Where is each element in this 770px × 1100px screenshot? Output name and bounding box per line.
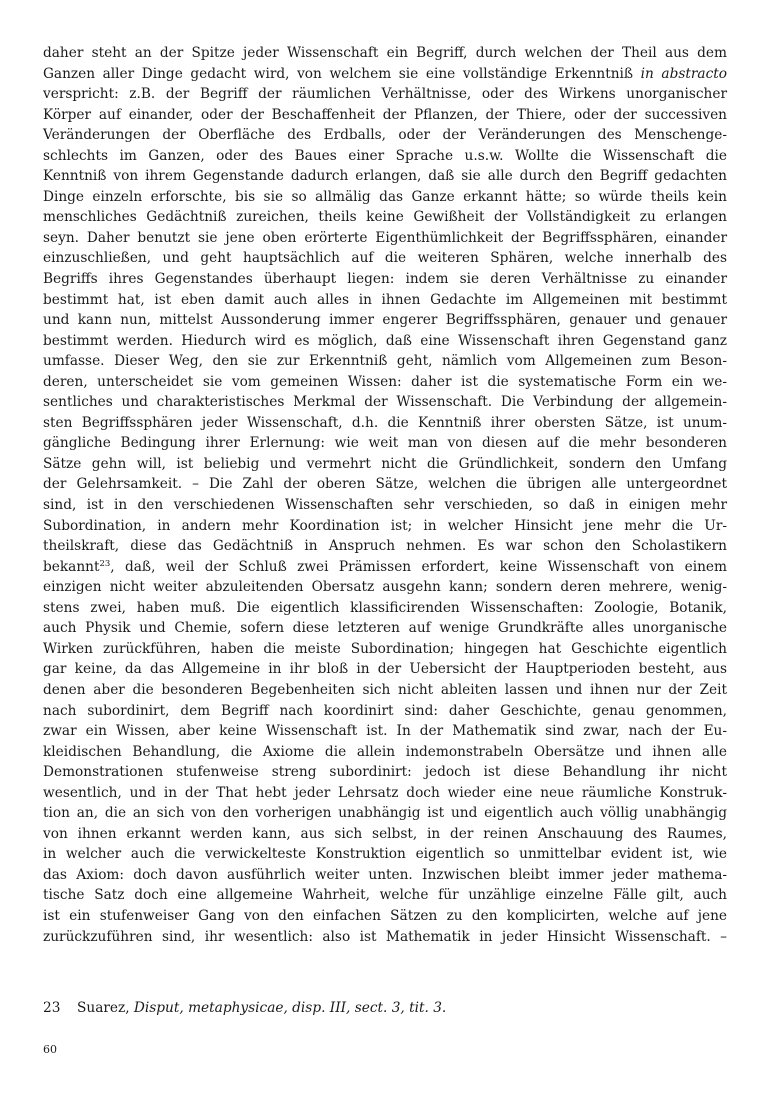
text-segment: daher steht an der Spitze jeder Wissenschaft ein Begriff, durch welchen der Theil aus dem: [43, 45, 727, 61]
text-line: [43, 536, 727, 557]
text-segment: gängliche Bedingung ihrer Erlernung: wie weit man von diesen auf die mehr besonderen: [43, 435, 727, 452]
text-line: [43, 824, 727, 845]
text-segment: gar keine, da das Allgemeine in ihr bloß in der Uebersicht der Hauptperioden besteht, aus: [43, 661, 727, 678]
text-segment: von ihnen erkannt werden kann, aus sich selbst, in der reinen Anschauung des Raumes,: [43, 825, 727, 842]
text-segment: Körper auf einander, oder der Beschaffenheit der Pflanzen, der Thiere, oder der successiven: [43, 106, 727, 123]
text-segment: nach subordinirt, dem Begriff nach koordinirt sind: daher Geschichte, genau genommen,: [43, 702, 727, 719]
footnote-reference: 23: [99, 558, 111, 569]
text-segment: einzuschließen, und geht hauptsächlich auf die weiteren Sphären, welche innerhalb des: [43, 250, 727, 267]
text-segment: Wirken zurückführen, haben die meiste Subordination; hingegen hat Geschichte eigentlich: [43, 640, 727, 657]
footnote: [43, 998, 727, 1018]
text-line: [43, 84, 727, 105]
text-line: [43, 865, 727, 886]
text-segment: ist ein stufenweiser Gang von den einfachen Sätzen zu den komplicirten, welche auf jene: [43, 907, 727, 924]
text-segment: theilskraft, diese das Gedächtniß in Anspruch nehmen. Es war schon den Scholastikern: [43, 538, 727, 555]
text-segment: denen aber die besonderen Begebenheiten sich nicht ableiten lassen und ihnen nur der Zeit: [43, 681, 727, 698]
text-line: [43, 166, 727, 187]
text-line: [43, 598, 727, 619]
text-line: [43, 803, 727, 824]
text-segment: Ganzen aller Dinge gedacht wird, von welchem sie eine vollständige Erkenntniß: [43, 65, 641, 82]
text-segment: bestimmt hat, ist eben damit auch alles in ihnen Gedachte im Allgemeinen mit bestimmt: [43, 291, 727, 308]
text-segment: verspricht: z.B. der Begriff der räumlichen Verhältnisse, oder des Wirkens unorganischer: [43, 86, 727, 103]
text-segment: sind, ist in den verschiedenen Wissenschaften sehr verschieden, so daß in einigen mehr: [43, 497, 727, 514]
text-segment: bestimmt werden. Hiedurch wird es möglich, daß eine Wissenschaft ihren Gegenstand ganz: [43, 332, 727, 349]
italic-phrase: in abstracto: [640, 65, 727, 82]
text-line: [43, 742, 727, 763]
text-segment: umfasse. Dieser Weg, den sie zur Erkenntniß geht, nämlich vom Allgemeinen zum Beson-: [43, 353, 727, 370]
text-line: [43, 844, 727, 865]
text-segment: in welcher auch die verwickelteste Konstruktion eigentlich so unmittelbar evident ist, wie: [43, 846, 727, 863]
text-line: [43, 906, 727, 927]
text-segment: bekannt: [43, 558, 100, 575]
text-segment: Begriffs ihres Gegenstandes überhaupt liegen: indem sie deren Verhältnisse zu einander: [43, 271, 727, 288]
text-line: [43, 762, 727, 783]
text-segment: Dinge einzeln erforschte, bis sie so allmälig das Ganze erkannt hätte; so würde theils kein: [43, 188, 727, 205]
text-line: [43, 269, 727, 290]
footnote-citation: Disput, metaphysicae, disp. III, sect. 3, tit. 3.: [133, 1000, 447, 1016]
text-line: [43, 310, 727, 331]
text-line: [43, 331, 727, 352]
text-segment: einzigen nicht weiter abzuleitenden Obersatz ausgehn kann; sondern deren mehrere, wenig-: [43, 579, 727, 596]
text-line: [43, 105, 727, 126]
text-line: [43, 228, 727, 249]
text-line: [43, 43, 727, 64]
text-line: [43, 454, 727, 475]
text-segment: , daß, weil der Schluß zwei Prämissen erfordert, keine Wissenschaft von einem: [110, 558, 727, 575]
text-line: [43, 721, 727, 742]
text-line: [43, 495, 727, 516]
text-line: [43, 557, 727, 578]
text-line: [43, 885, 727, 906]
footnote-number: 23: [43, 1000, 61, 1016]
text-line: [43, 577, 727, 598]
text-segment: das Axiom: doch davon ausführlich weiter unten. Inzwischen bleibt immer jeder mathema-: [43, 866, 727, 883]
text-segment: wesentlich, und in der That hebt jeder Lehrsatz doch wieder eine neue räumliche Konstruk-: [43, 784, 727, 801]
text-segment: Veränderungen der Oberfläche des Erdballs, oder der Veränderungen des Menschenge-: [43, 127, 727, 144]
text-segment: Kenntniß von ihrem Gegenstande dadurch erlangen, daß sie alle durch den Begriff gedachten: [43, 168, 727, 185]
text-segment: stens zwei, haben muß. Die eigentlich klassificirenden Wissenschaften: Zoologie, Botanik,: [43, 599, 727, 616]
page-number: 60: [43, 1043, 57, 1056]
text-line: [43, 659, 727, 680]
text-segment: Demonstrationen stufenweise streng subordinirt: jedoch ist diese Behandlung ihr nicht: [43, 764, 727, 781]
text-segment: kleidischen Behandlung, die Axiome die allein indemonstrabeln Obersätze und ihnen alle: [43, 743, 727, 760]
text-segment: tion an, die an sich von den vorherigen unabhängig ist und eigentlich auch völlig unabhängig: [43, 805, 727, 822]
text-line: [43, 372, 727, 393]
text-segment: der Gelehrsamkeit. – Die Zahl der oberen Sätze, welchen die übrigen alle untergeordnet: [43, 476, 727, 493]
text-segment: seyn. Daher benutzt sie jene oben erörterte Eigenthümlichkeit der Begriffssphären, einander: [43, 229, 727, 246]
text-line: [43, 187, 727, 208]
text-segment: auch Physik und Chemie, sofern diese letzteren auf wenige Grundkräfte alles unorganische: [43, 620, 727, 637]
text-line: [43, 474, 727, 495]
text-line: [43, 248, 727, 269]
text-line: [43, 207, 727, 228]
text-line: [43, 413, 727, 434]
text-segment: Subordination, in andern mehr Koordination ist; in welcher Hinsicht jene mehr die Ur-: [43, 517, 727, 534]
text-line: [43, 64, 727, 85]
text-line: [43, 146, 727, 167]
text-line: [43, 290, 727, 311]
text-segment: sten Begriffssphären jeder Wissenschaft, d.h. die Kenntniß ihrer obersten Sätze, ist unum-: [43, 414, 727, 431]
text-line: [43, 680, 727, 701]
text-line: [43, 433, 727, 454]
text-segment: deren, unterscheidet sie vom gemeinen Wissen: daher ist die systematische Form ein we-: [43, 373, 727, 390]
text-segment: und kann nun, mittelst Aussonderung immer engerer Begriffssphären, genauer und genauer: [43, 312, 727, 329]
text-line: [43, 783, 727, 804]
text-line: [43, 125, 727, 146]
text-line: [43, 927, 727, 948]
text-segment: zurückzuführen sind, ihr wesentlich: also ist Mathematik in jeder Hinsicht Wissenschaft. –: [43, 928, 727, 945]
footnote-author: Suarez,: [77, 1000, 134, 1016]
text-segment: tische Satz doch eine allgemeine Wahrheit, welche für unzählige einzelne Fälle gilt, auch: [43, 887, 727, 904]
text-line: [43, 639, 727, 660]
text-segment: sentliches und charakteristisches Merkmal der Wissenschaft. Die Verbindung der allgemein-: [43, 394, 727, 411]
text-segment: schlechts im Ganzen, oder des Baues einer Sprache u.s.w. Wollte die Wissenschaft die: [43, 147, 727, 164]
text-segment: menschliches Gedächtniß zureichen, theils keine Gewißheit der Vollständigkeit zu erlangen: [43, 209, 727, 226]
text-line: [43, 392, 727, 413]
text-segment: zwar ein Wissen, aber keine Wissenschaft ist. In der Mathematik sind zwar, nach der Eu-: [43, 723, 727, 740]
text-line: [43, 618, 727, 639]
text-line: [43, 701, 727, 722]
main-text-block: [43, 43, 727, 947]
text-segment: Sätze gehn will, ist beliebig und vermehrt nicht die Gründlichkeit, sondern den Umfang: [43, 455, 727, 472]
text-line: [43, 351, 727, 372]
text-line: [43, 516, 727, 537]
